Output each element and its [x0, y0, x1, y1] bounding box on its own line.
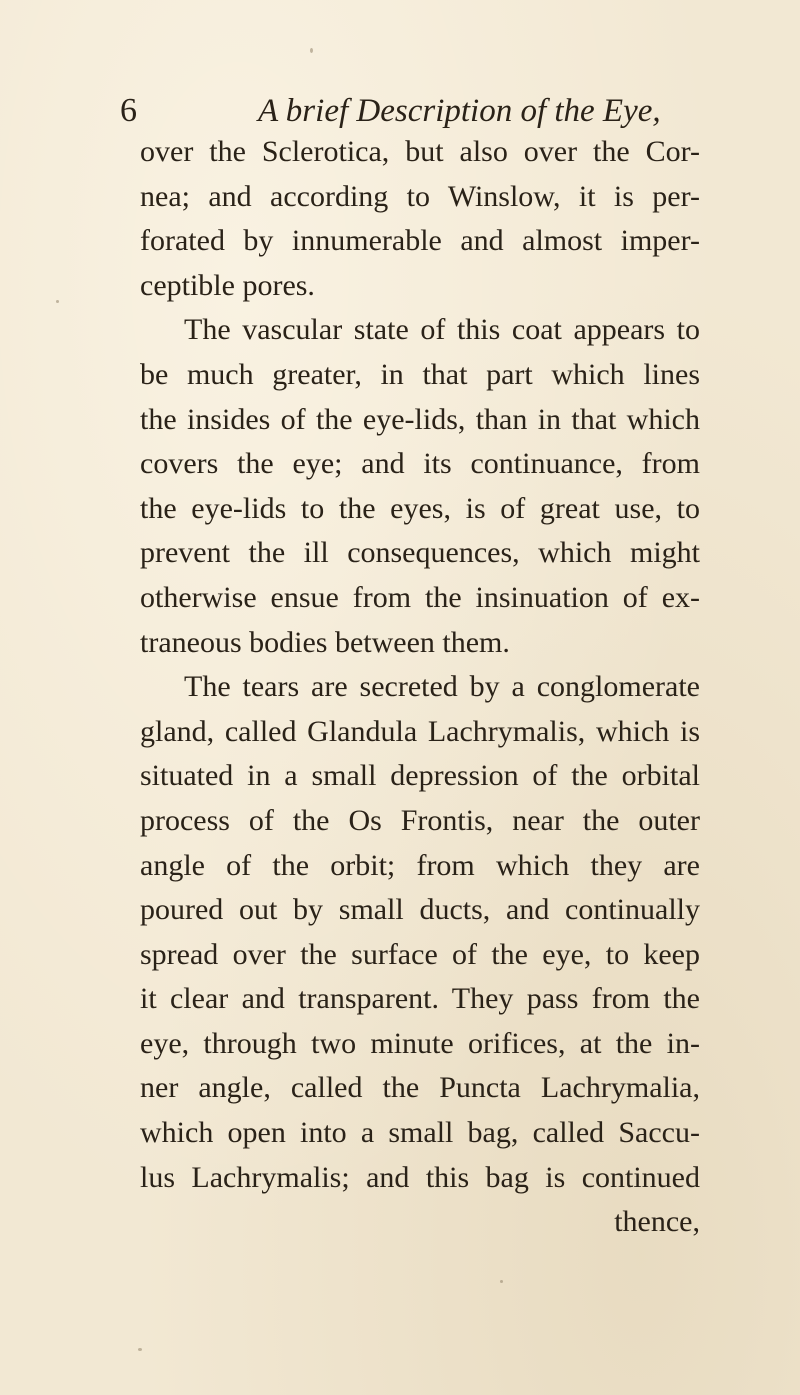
- catchword: thence,: [614, 1205, 700, 1239]
- text-line: the insides of the eye-lids, than in that which: [140, 402, 700, 436]
- page-header: [120, 86, 680, 136]
- text-line: ceptible pores.: [140, 268, 315, 302]
- paper-speck: [56, 300, 59, 303]
- text-line: be much greater, in that part which lines: [140, 357, 700, 391]
- running-title: A brief Description of the Eye,: [258, 93, 661, 129]
- text-line: traneous bodies between them.: [140, 625, 510, 659]
- text-line: The vascular state of this coat appears to: [184, 313, 700, 347]
- paper-speck: [500, 1280, 503, 1283]
- text-line: eye, through two minute orifices, at the in-: [140, 1026, 700, 1060]
- text-line: The tears are secreted by a conglomerate: [184, 670, 700, 704]
- text-line: situated in a small depression of the orbital: [140, 759, 700, 793]
- text-line: the eye-lids to the eyes, is of great use, to: [140, 491, 700, 525]
- page-number: 6: [120, 92, 137, 129]
- text-line: covers the eye; and its continuance, from: [140, 447, 700, 481]
- paper-speck: [310, 48, 313, 53]
- text-line: spread over the surface of the eye, to keep: [140, 937, 700, 971]
- text-line: angle of the orbit; from which they are: [140, 848, 700, 882]
- text-line: lus Lachrymalis; and this bag is continued: [140, 1160, 700, 1194]
- text-line: forated by innumerable and almost imper-: [140, 224, 700, 258]
- text-line: it clear and transparent. They pass from the: [140, 982, 700, 1016]
- text-line: prevent the ill consequences, which might: [140, 536, 700, 570]
- text-line: nea; and according to Winslow, it is per-: [140, 179, 700, 213]
- text-line: which open into a small bag, called Saccu-: [140, 1116, 700, 1150]
- body-text: [140, 130, 700, 1245]
- text-line: otherwise ensue from the insinuation of ex-: [140, 580, 700, 614]
- text-line: poured out by small ducts, and continually: [140, 893, 700, 927]
- text-line: process of the Os Frontis, near the outer: [140, 803, 700, 837]
- text-line: ner angle, called the Puncta Lachrymalia,: [140, 1071, 700, 1105]
- text-line: gland, called Glandula Lachrymalis, which is: [140, 714, 700, 748]
- paper-speck: [138, 1348, 142, 1351]
- text-line: over the Sclerotica, but also over the Cor-: [140, 135, 700, 168]
